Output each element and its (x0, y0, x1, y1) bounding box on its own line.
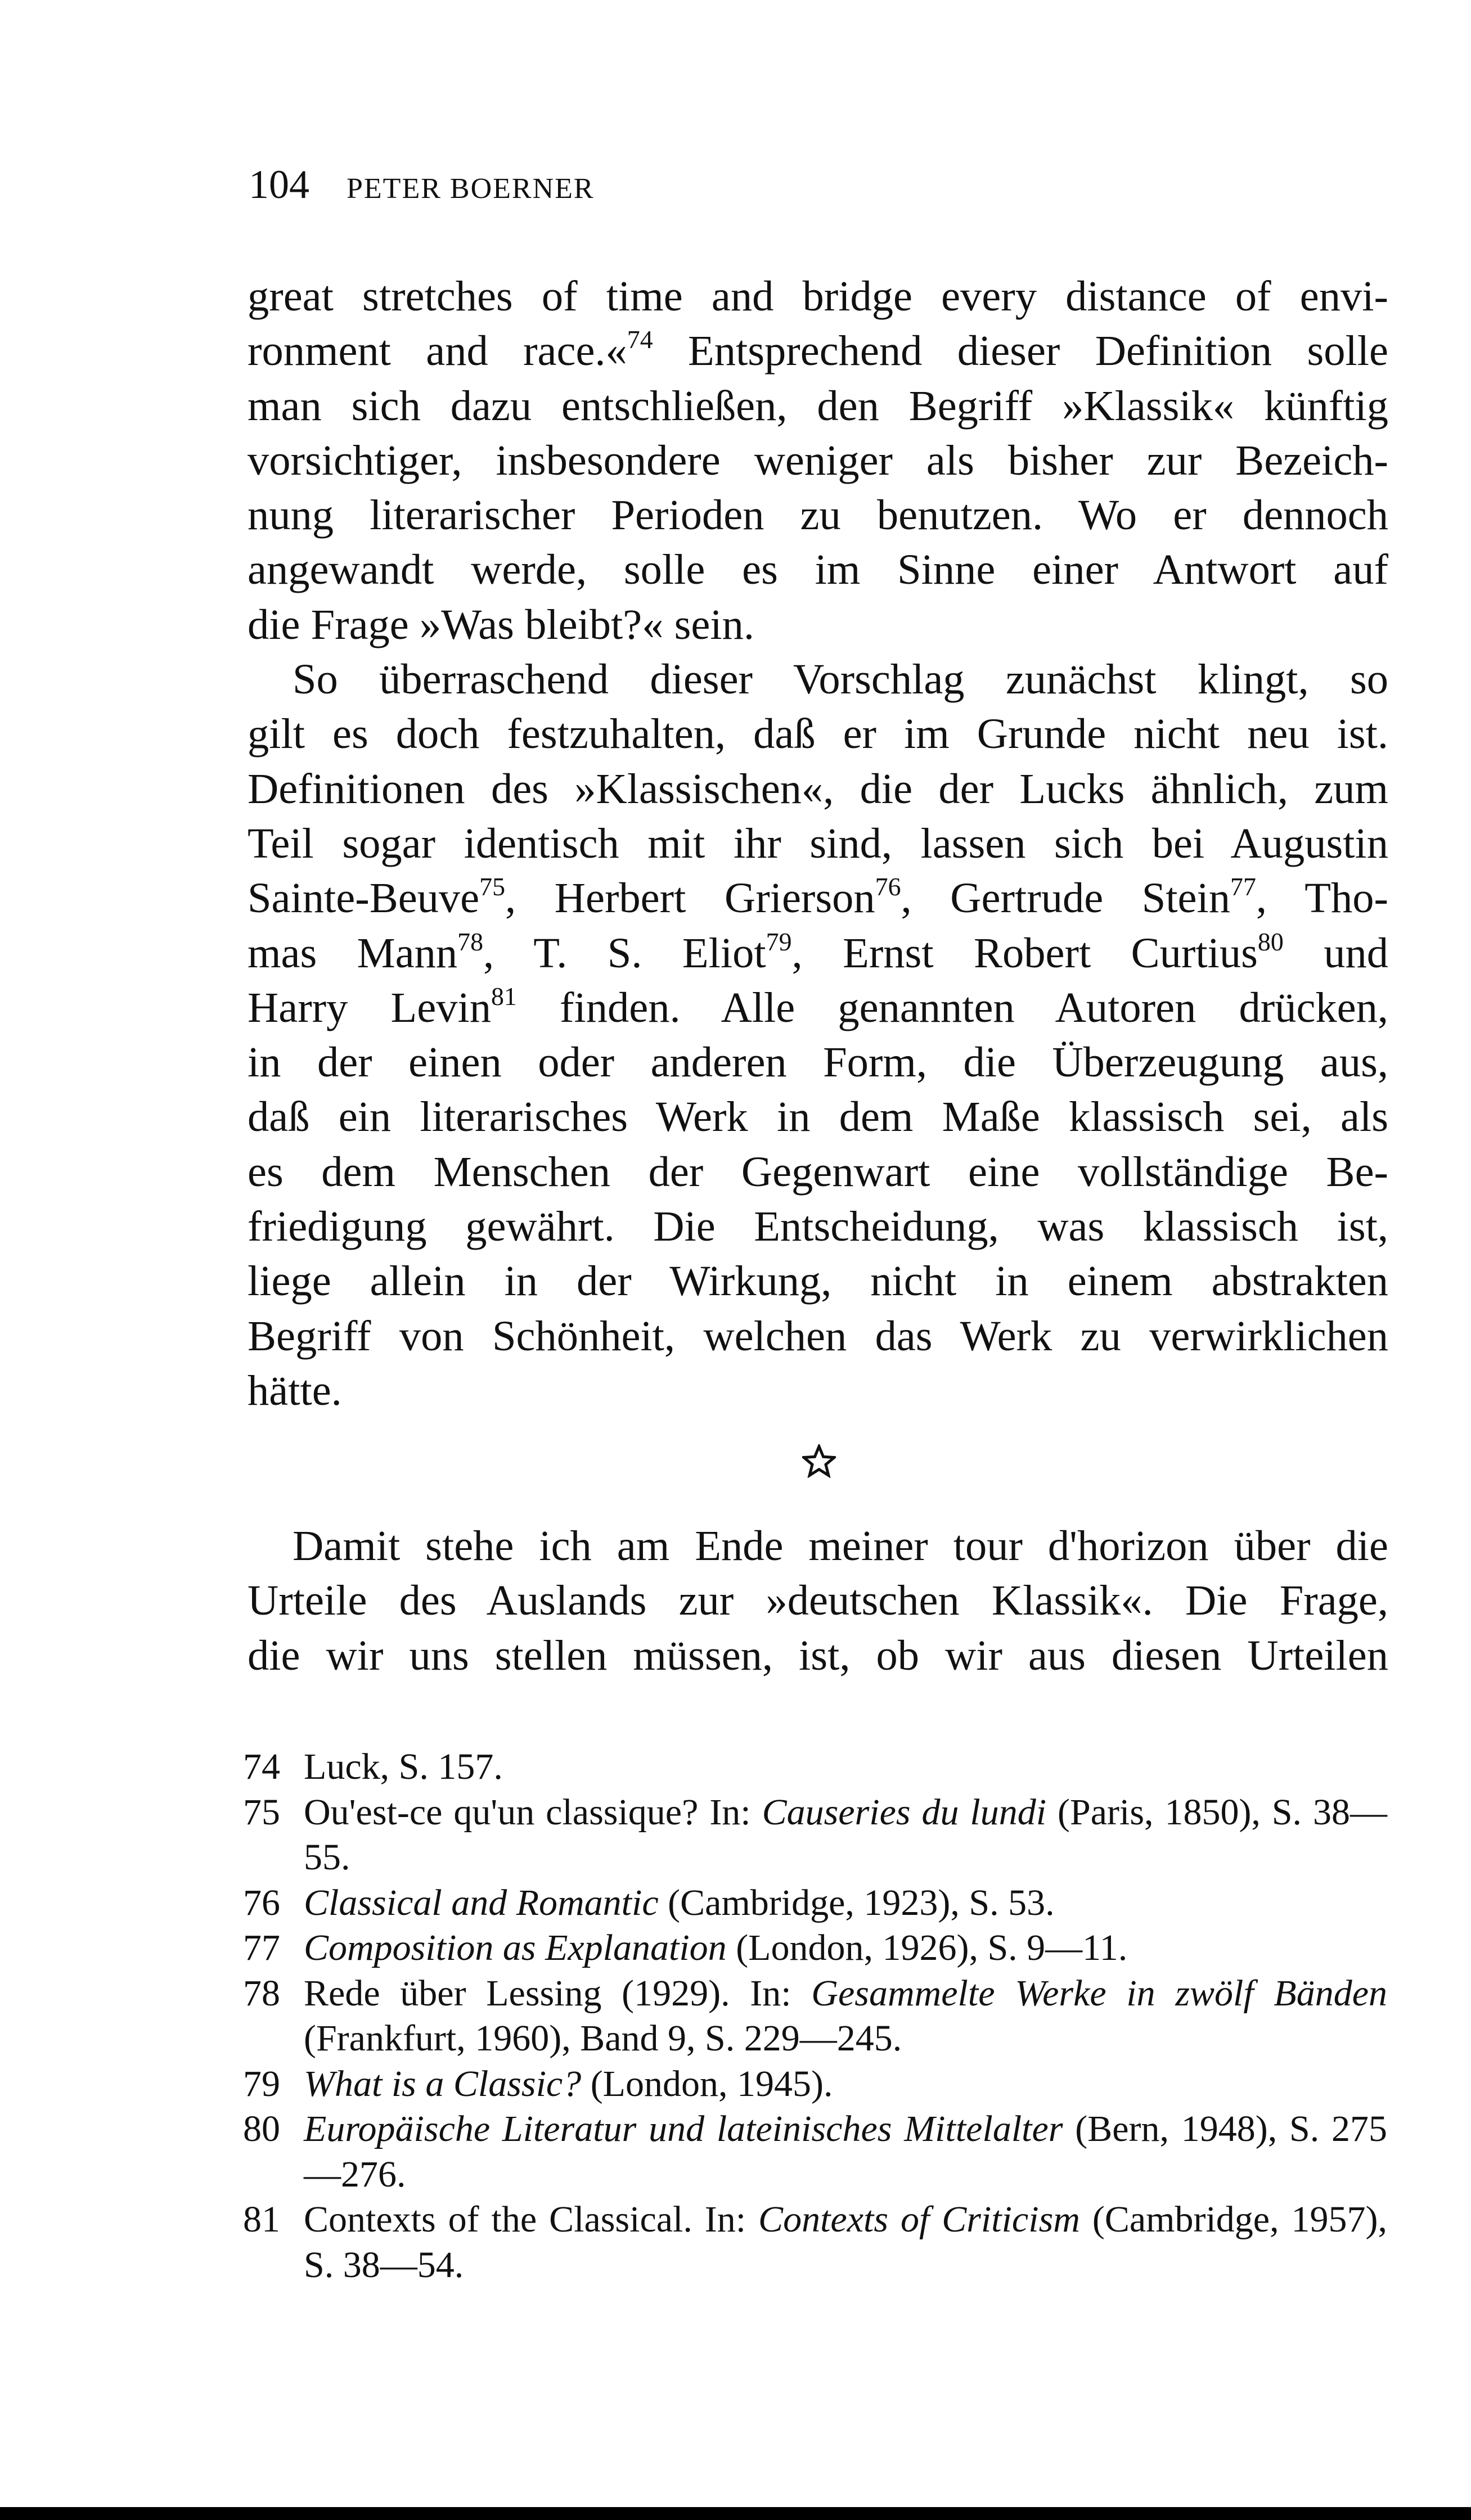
footnote-text: (Cambridge, 1923), S. 53. (658, 1882, 1055, 1923)
paragraph-1 (248, 269, 1388, 652)
footnote-text: Rede über Lessing (1929). In: (304, 1972, 812, 2014)
text-line: daß ein literarisches Werk in dem Maße klassisch sei, als (248, 1093, 1388, 1141)
paragraph-2 (248, 652, 1388, 1418)
footnote-number: 78 (243, 1972, 280, 2014)
footnote-81 (243, 2197, 1387, 2288)
footnote-74 (243, 1744, 1387, 1790)
text-line: Harry Levin$^{81}$ finden. Alle genannten Autoren drücken, (248, 982, 1388, 1031)
running-head: PETER BOERNER (347, 173, 595, 205)
text-line: So überraschend dieser Vorschlag zunächst klingt, so (293, 655, 1388, 704)
text-line: Definitionen des »Klassischen«, die der Lucks ähnlich, zum (248, 764, 1388, 813)
footnote-text: (Frankfurt, 1960), Band 9, S. 229—245. (304, 2018, 902, 2059)
footnote-78 (243, 1971, 1387, 2062)
footnote-number: 80 (243, 2108, 280, 2149)
footnote-79 (243, 2062, 1387, 2107)
footnote-number: 81 (243, 2199, 280, 2240)
text-line: Begriff von Schönheit, welchen das Werk zu verwirklichen (248, 1311, 1388, 1360)
footnote-77 (243, 1926, 1387, 1971)
footnote-ref: 75 (479, 872, 506, 901)
main-text-block (248, 269, 1388, 1418)
text-line: gilt es doch festzuhalten, daß er im Grunde nicht neu ist. (248, 710, 1388, 758)
text-line: nung literarischer Perioden zu benutzen. Wo er dennoch (248, 491, 1388, 539)
text-line: angewandt werde, solle es im Sinne einer Antwort auf (248, 546, 1388, 594)
footnote-text: Ou'est-ce qu'un classique? In: (304, 1791, 762, 1833)
footnote-text: Luck, S. 157. (304, 1746, 503, 1787)
footnote-title: Classical and Romantic (304, 1882, 659, 1923)
footnote-number: 77 (243, 1927, 280, 1968)
footnote-title: What is a Classic? (304, 2063, 582, 2104)
page-header (249, 164, 595, 205)
text-line: Urteile des Auslands zur »deutschen Klassik«. Die Frage, (248, 1576, 1388, 1625)
footnote-text: (London, 1926), S. 9—11. (726, 1927, 1128, 1968)
footnote-title: Composition as Explanation (304, 1927, 727, 1968)
footnote-number: 76 (243, 1882, 280, 1923)
footnote-text: (Bern, 1948), S. 275—276. (304, 2108, 1387, 2195)
footnote-number: 79 (243, 2063, 280, 2104)
paragraph-3 (248, 1518, 1388, 1683)
text-line: mas Mann$^{78}$, T. S. Eliot$^{79}$, Ernst Robert Curtius$^{80}$ und (248, 927, 1388, 977)
footnote-ref: 76 (875, 872, 901, 901)
closing-text-block (248, 1518, 1388, 1683)
footnote-80 (243, 2107, 1387, 2197)
footnote-title: Causeries du lundi (762, 1791, 1047, 1833)
text-line: vorsichtiger, insbesondere weniger als bisher zur Bezeich- (248, 436, 1388, 484)
text-line: Teil sogar identisch mit ihr sind, lassen sich bei Augustin (248, 819, 1388, 867)
footnote-ref: 81 (491, 982, 517, 1011)
text-line: man sich dazu entschließen, den Begriff »Klassik« künftig (248, 381, 1388, 430)
footnote-number: 75 (243, 1791, 280, 1833)
text-line: Sainte-Beuve$^{75}$, Herbert Grierson$^{76}$, Gertrude Stein$^{77}$, Tho- (248, 872, 1388, 922)
text-line: die Frage »Was bleibt?« sein. (248, 600, 754, 648)
footnote-ref: 77 (1230, 872, 1256, 901)
footnote-ref: 79 (766, 927, 792, 956)
footnotes-section (243, 1744, 1387, 2288)
text-line: Damit stehe ich am Ende meiner tour d'horizon über die (293, 1522, 1388, 1570)
footnote-76 (243, 1881, 1387, 1926)
footnote-ref: 74 (627, 325, 653, 354)
text-line: great stretches of time and bridge every distance of envi- (248, 272, 1388, 320)
footnote-number: 74 (243, 1746, 280, 1787)
text-line: es dem Menschen der Gegenwart eine vollständige Be- (248, 1147, 1388, 1196)
footnote-text: (Paris, 1850), S. 38—55. (304, 1791, 1387, 1878)
footnote-ref: 78 (457, 927, 484, 956)
footnote-ref: 80 (1257, 927, 1284, 956)
footnote-title: Contexts of Criticism (758, 2199, 1080, 2240)
star-outline-icon (802, 1444, 836, 1478)
text-line: in der einen oder anderen Form, die Überzeugung aus, (248, 1038, 1388, 1087)
footnote-title: Gesammelte Werke in zwölf Bänden (811, 1972, 1387, 2014)
page-number: 104 (249, 162, 309, 207)
page-edge-bar (0, 2507, 1471, 2520)
footnote-text: (Cambridge, 1957), S. 38—54. (304, 2199, 1388, 2285)
text-line: hätte. (248, 1366, 342, 1414)
text-line: liege allein in der Wirkung, nicht in einem abstrakten (248, 1257, 1388, 1305)
footnote-75 (243, 1790, 1387, 1881)
text-line: friedigung gewährt. Die Entscheidung, was klassisch ist, (248, 1202, 1388, 1251)
footnote-text: (London, 1945). (581, 2063, 833, 2104)
footnote-text: Contexts of the Classical. In: (304, 2199, 759, 2240)
text-line: die wir uns stellen müssen, ist, ob wir aus diesen Urteilen (248, 1631, 1388, 1679)
text-line: ronment and race.«$^{74}$ Entsprechend dieser Definition solle (248, 325, 1388, 375)
footnote-title: Europäische Literatur und lateinisches Mittelalter (304, 2108, 1063, 2149)
